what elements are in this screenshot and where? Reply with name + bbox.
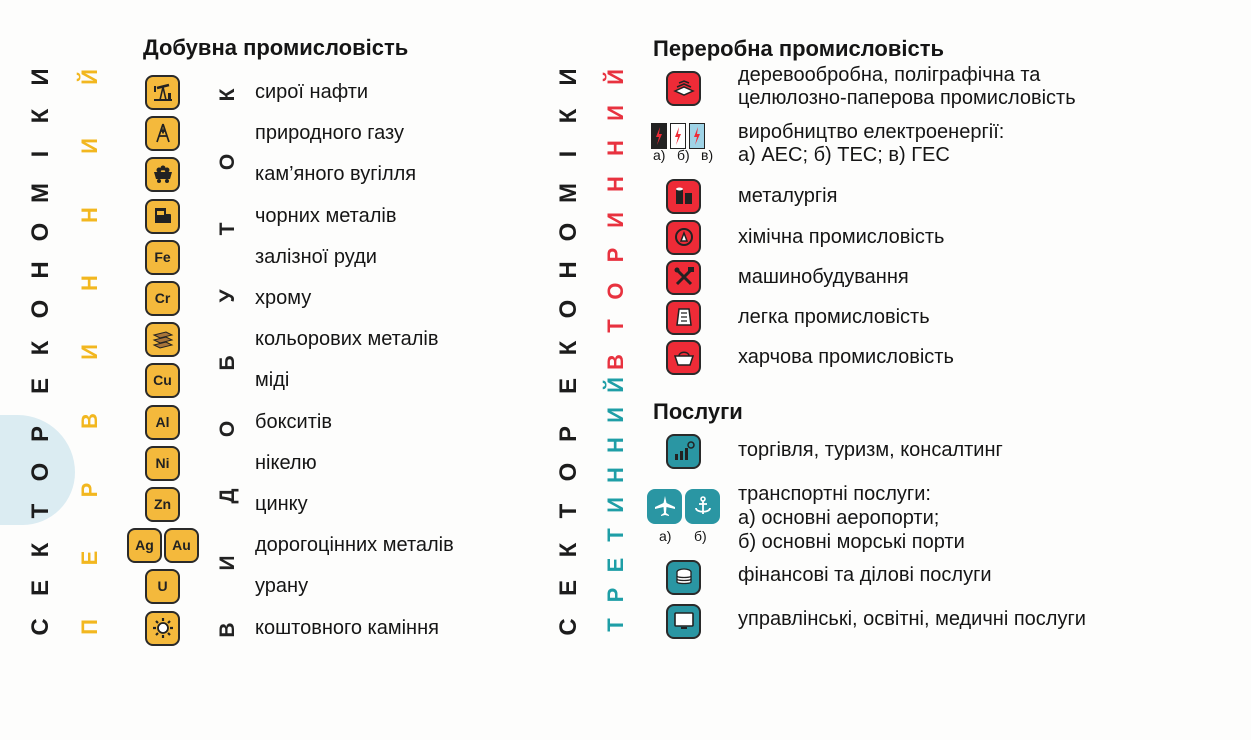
list-item xyxy=(145,362,180,398)
primary-letter: Н xyxy=(77,275,102,292)
list-item xyxy=(145,404,180,440)
gem-icon xyxy=(145,611,180,646)
power-sub-b: б) xyxy=(677,147,690,163)
list-item xyxy=(666,259,701,295)
list-item xyxy=(666,299,701,335)
list-item xyxy=(666,339,701,375)
services-label-1: торгівля, туризм, консалтинг xyxy=(738,439,1003,461)
secondary-letter: Т xyxy=(603,319,628,334)
processing-label-5: машинобудування xyxy=(738,266,909,288)
sector-letter: О xyxy=(555,299,582,319)
extraction-label: кольорових металів xyxy=(255,328,439,350)
tertiary-letter: Т xyxy=(603,618,628,632)
vydobutok-letter: Б xyxy=(216,354,239,371)
tertiary-letter: И xyxy=(603,497,628,513)
extraction-label: бокситів xyxy=(255,411,332,433)
light-industry-icon xyxy=(666,300,701,335)
sector-letter: І xyxy=(27,150,54,158)
zn-icon: Zn xyxy=(145,487,180,522)
secondary-sector-label xyxy=(601,62,631,377)
secondary-letter: И xyxy=(603,211,628,228)
power-sub-a: а) xyxy=(653,147,666,163)
sector-letter: Н xyxy=(555,261,582,279)
list-item xyxy=(127,527,199,563)
sector-letter: О xyxy=(27,222,54,241)
secondary-letter: Й xyxy=(603,69,628,85)
tertiary-sector-label xyxy=(601,377,631,640)
extraction-label: природного газу xyxy=(255,122,405,144)
sector-label-right xyxy=(554,62,584,642)
nuclear-power-icon xyxy=(651,123,667,149)
processing-label-7: харчова промисловість xyxy=(738,346,954,368)
list-item xyxy=(647,488,720,524)
extraction-label: цинку xyxy=(255,493,308,515)
oil-pump-icon xyxy=(145,75,180,110)
list-item xyxy=(145,198,180,234)
list-item xyxy=(145,486,180,522)
list-item xyxy=(145,115,180,151)
processing-title: Переробна промисловість xyxy=(653,36,945,61)
secondary-letter: О xyxy=(603,282,628,300)
services-label-4: управлінські, освітні, медичні послуги xyxy=(738,608,1086,630)
ferrous-metals-icon xyxy=(145,199,180,234)
list-item xyxy=(145,156,180,192)
services-label-3: фінансові та ділові послуги xyxy=(738,564,992,586)
extraction-label: нікелю xyxy=(255,452,317,474)
primary-letter: Н xyxy=(77,206,102,223)
food-icon xyxy=(666,340,701,375)
power-sub-c: в) xyxy=(701,147,714,163)
tertiary-letter: Р xyxy=(603,587,628,603)
cu-icon: Cu xyxy=(145,363,180,398)
airport-icon xyxy=(647,489,682,524)
list-item xyxy=(145,610,180,646)
processing-label-3: металургія xyxy=(738,185,838,207)
tertiary-letter: Й xyxy=(603,377,628,393)
list-item xyxy=(666,559,701,595)
sector-letter: Е xyxy=(555,580,582,597)
sector-letter: Р xyxy=(27,425,54,442)
tertiary-letter: Н xyxy=(603,437,628,453)
ag-au-icon: Ag xyxy=(127,528,162,563)
sector-letter: О xyxy=(27,462,54,482)
vydobutok-letter: О xyxy=(216,153,239,171)
sector-letter: О xyxy=(555,222,582,241)
sector-letter: С xyxy=(27,618,54,636)
extraction-label: хрому xyxy=(255,287,312,309)
transport-sub-b: б) xyxy=(694,528,707,544)
seaport-icon xyxy=(685,489,720,524)
extraction-label: дорогоцінних металів xyxy=(255,534,454,556)
sector-letter: Е xyxy=(27,378,54,395)
extraction-label: урану xyxy=(255,575,309,597)
tertiary-letter: Н xyxy=(603,467,628,483)
primary-letter: В xyxy=(77,412,102,429)
tertiary-letter: И xyxy=(603,407,628,423)
list-item xyxy=(666,178,701,214)
finance-icon xyxy=(666,560,701,595)
list-item xyxy=(145,239,180,275)
secondary-letter: Н xyxy=(603,175,628,192)
primary-letter: Й xyxy=(77,69,102,85)
nonferrous-metals-icon xyxy=(145,322,180,357)
processing-label-4: хімічна промисловість xyxy=(738,226,945,248)
list-item xyxy=(145,280,180,316)
sector-letter: О xyxy=(555,462,582,482)
processing-label-6: легка промисловість xyxy=(738,306,930,328)
primary-sector-label xyxy=(75,62,105,642)
extraction-label: кам’яного вугілля xyxy=(255,163,417,185)
sector-letter: М xyxy=(27,182,54,203)
metallurgy-icon xyxy=(666,179,701,214)
sector-letter: Е xyxy=(555,378,582,395)
sector-letter: Е xyxy=(27,580,54,597)
list-item xyxy=(666,603,701,639)
paper-icon xyxy=(666,71,701,106)
vydobutok-letter: К xyxy=(216,88,239,102)
machinery-icon xyxy=(666,260,701,295)
cr-icon: Cr xyxy=(145,281,180,316)
sector-letter: К xyxy=(27,542,54,557)
trade-icon xyxy=(666,434,701,469)
primary-letter: И xyxy=(77,344,102,360)
transport-sub-a: а) xyxy=(659,528,672,544)
primary-letter: П xyxy=(77,619,102,635)
services-title: Послуги xyxy=(653,399,743,424)
sector-letter: И xyxy=(555,68,582,86)
sector-letter: М xyxy=(555,182,582,203)
sector-letter: І xyxy=(555,150,582,158)
services-label-2: транспортні послуги: а) основні аеропорти; б) основні морські порти xyxy=(738,483,965,553)
computer-icon xyxy=(666,604,701,639)
primary-letter: И xyxy=(77,137,102,154)
fe-icon: Fe xyxy=(145,240,180,275)
secondary-letter: И xyxy=(603,104,628,121)
processing-label-2: виробництво електроенергії: а) АЕС; б) ТЕС; в) ГЕС xyxy=(738,121,1005,166)
vydobutok-letter: Д xyxy=(216,488,239,504)
list-item xyxy=(145,568,180,604)
sector-letter: К xyxy=(27,108,54,123)
vydobutok-letter: В xyxy=(216,622,239,638)
ag-au-icon: Au xyxy=(164,528,199,563)
extraction-label: залізної руди xyxy=(255,246,377,268)
primary-letter: Е xyxy=(77,550,102,566)
extraction-label: чорних металів xyxy=(255,205,397,227)
hydro-power-icon xyxy=(689,123,705,149)
list-item xyxy=(666,433,701,469)
secondary-letter: Р xyxy=(603,247,628,263)
vydobutok-letter: И xyxy=(216,555,239,571)
ni-icon: Ni xyxy=(145,446,180,481)
processing-label-1: деревообробна, поліграфічна та целюлозно-паперова промисловість xyxy=(738,64,1076,109)
sector-letter: К xyxy=(27,340,54,355)
list-item xyxy=(145,321,180,357)
al-icon: Al xyxy=(145,405,180,440)
vydobutok-label xyxy=(213,80,243,645)
sector-letter: Н xyxy=(27,261,54,279)
sector-letter: Т xyxy=(555,503,582,519)
tertiary-letter: Т xyxy=(603,528,628,542)
primary-letter: Р xyxy=(77,482,102,497)
thermal-power-icon xyxy=(670,123,686,149)
list-item xyxy=(145,74,180,110)
extraction-label: коштовного каміння xyxy=(255,617,439,639)
sector-letter: И xyxy=(27,68,54,86)
extraction-label: міді xyxy=(255,369,290,391)
sector-label-left xyxy=(26,62,56,642)
list-item xyxy=(666,219,701,255)
sector-letter: Т xyxy=(27,503,54,519)
vydobutok-letter: О xyxy=(216,421,239,438)
sector-letter: К xyxy=(555,108,582,123)
u-icon: U xyxy=(145,569,180,604)
secondary-letter: Н xyxy=(603,140,628,157)
extraction-title: Добувна промисловість xyxy=(143,35,409,60)
coal-cart-icon xyxy=(145,157,180,192)
vydobutok-letter: Т xyxy=(216,222,239,236)
extraction-label: сирої нафти xyxy=(255,81,369,103)
chemistry-icon xyxy=(666,220,701,255)
gas-rig-icon xyxy=(145,116,180,151)
vydobutok-letter: У xyxy=(216,289,239,303)
list-item xyxy=(666,70,701,106)
sector-letter: К xyxy=(555,542,582,557)
sector-letter: Р xyxy=(555,425,582,442)
tertiary-letter: Е xyxy=(603,557,628,573)
secondary-letter: В xyxy=(603,354,628,370)
list-item xyxy=(145,445,180,481)
sector-letter: С xyxy=(555,618,582,636)
sector-letter: К xyxy=(555,340,582,355)
sector-letter: О xyxy=(27,299,54,319)
